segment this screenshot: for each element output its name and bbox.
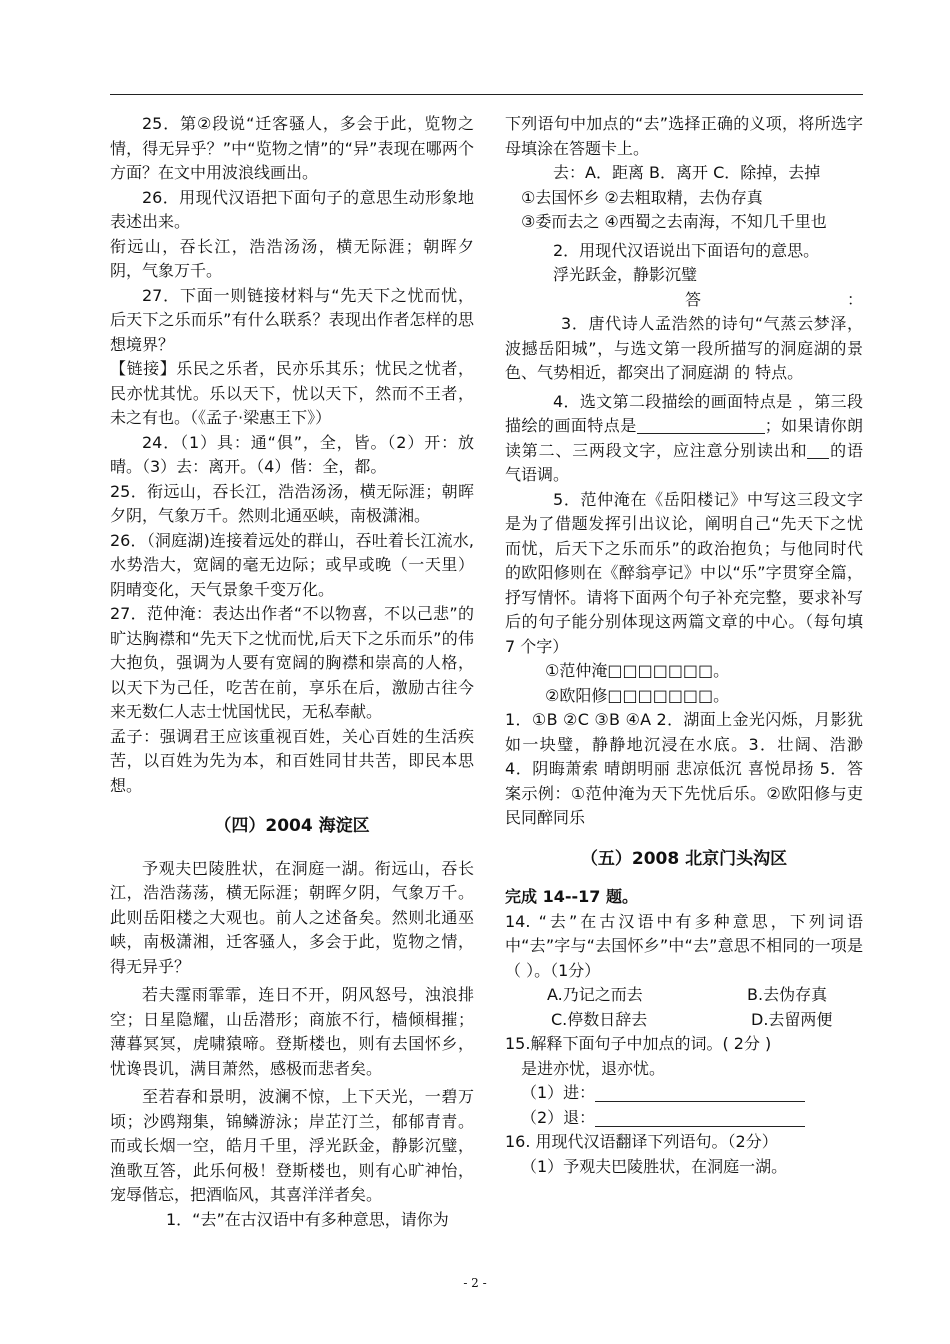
question-15-sentence: 是进亦忧，退亦忧。 (521, 1058, 666, 1078)
answer-label: 答 (685, 289, 702, 309)
question-15: 15.解释下面句子中加点的词。( 2分 ) (505, 1034, 772, 1053)
question-1-continued: 下列语句中加点的“去”选择正确的义项，将所选字母填涂在答题卡上。 (505, 114, 863, 158)
question-16: 16. 用现代汉语翻译下列语句。（2分） (505, 1132, 778, 1151)
question-26-sentence: 衔远山，吞长江，浩浩汤汤，横无际涯；朝晖夕阴，气象万千。 (110, 236, 474, 280)
question-1-definitions: 去：A．距离 B．离开 C．除掉，去掉 (553, 163, 821, 182)
question-2-answer-line (505, 288, 863, 313)
question-3: 3．唐代诗人孟浩然的诗句“气蒸云梦泽，波撼岳阳城”，与选文第一段所描写的洞庭湖的景色、气势相近，都突出了洞庭湖 的 特点。 (505, 314, 863, 382)
answer-25: 25．衔远山，吞长江，浩浩汤汤，横无际涯；朝晖夕阴，气象万千。然则北通巫峡，南极潇湘。 (110, 481, 474, 525)
question-27: 27．下面一则链接材料与“先天下之忧而忧，后天下之乐而乐”有什么联系？表现出作者怎样的思想境界？ (110, 285, 474, 354)
right-column (505, 112, 863, 1179)
question-15-item-1: （1）进： (505, 1081, 863, 1106)
answer-blank[interactable] (807, 444, 829, 459)
question-4 (505, 390, 863, 488)
question-14: 14. “去”在古汉语中有多种意思，下列词语中“去”字与“去国怀乡”中“去”意思不相同的一项是（ ）。（1分） (505, 911, 863, 980)
left-column (110, 112, 474, 1232)
answer-colon: ： (846, 289, 863, 309)
passage-paragraph-3: 至若春和景明，波澜不惊，上下天光，一碧万顷；沙鸥翔集，锦鳞游泳；岸芷汀兰，郁郁青青。而或长烟一空，皓月千里，浮光跃金，静影沉璧，渔歌互答，此乐何极！登斯楼也，则有心旷神怡，宠辱偕忘，把酒临风，其喜洋洋者矣。 (110, 1087, 474, 1204)
question-16-item-1: （1）予观夫巴陵胜状，在洞庭一湖。 (521, 1156, 788, 1176)
link-material: 【链接】乐民之乐者，民亦乐其乐；忧民之忧者，民亦忧其忧。乐以天下，忧以天下，然而不王者，未之有也。（《孟子·梁惠王下》） (110, 359, 474, 427)
question-5-fill-2: ②欧阳修□□□□□□□。 (545, 685, 730, 705)
answer-27: 27．范仲淹：表达出作者“不以物喜，不以己悲”的旷达胸襟和“先天下之忧而忧,后天下之乐而乐”的伟大抱负，强调为人要有宽阔的胸襟和崇高的人格，以天下为己任，吃苦在前，享乐在后，激励古往今来无数仁人志士忧国忧民，无私奉献。 (110, 604, 474, 721)
page-number: - 2 - (463, 1276, 487, 1290)
header-rule (110, 94, 863, 95)
question-1-start: 1．“去”在古汉语中有多种意思，请你为 (166, 1209, 449, 1229)
question-25: 25．第②段说“迁客骚人，多会于此，览物之情，得无异乎？”中“览物之情”的“异”表现在哪两个方面？在文中用波浪线画出。 (110, 114, 474, 182)
answer-26: 26．（洞庭湖)连接着远处的群山，吞吐着长江流水,水势浩大，宽阔的毫无边际；或早或晚（一天里）阴晴变化，天气景象千变万化。 (110, 530, 474, 599)
question-14-options-row-1 (505, 983, 863, 1008)
question-14-options-row-2 (505, 1008, 863, 1033)
answer-24: 24．（1）具：通“俱”，全，皆。（2）开：放晴。（3）去：离开。（4）偕：全，都。 (110, 432, 474, 476)
question-4-part-b: ；如果请你朗读第二、三两段文字，应注意分别读出和 (505, 416, 863, 460)
passage-paragraph-2: 若夫霪雨霏霏，连日不开，阴风怒号，浊浪排空；日星隐耀，山岳潜形；商旅不行，樯倾楫摧；薄暮冥冥，虎啸猿啼。登斯楼也，则有去国怀乡，忧谗畏讥，满目萧然，感极而悲者矣。 (110, 985, 474, 1078)
question-4-part-a: 4．选文第二段描绘的画面特点是 ，第三段描绘的画面特点是 (505, 391, 863, 435)
option-a: A.乃记之而去 (547, 985, 643, 1004)
answer-line[interactable] (595, 1110, 805, 1127)
section-heading-4: （四）2004 海淀区 (214, 816, 370, 836)
question-15-item-2: （2）退： (505, 1106, 863, 1131)
answer-blank[interactable] (637, 419, 765, 434)
question-4-part-c: 的语气语调。 (505, 440, 863, 484)
section-heading-5: （五）2008 北京门头沟区 (580, 848, 788, 869)
option-d: D.去留两便 (751, 1009, 833, 1029)
option-c: C.停数日辞去 (551, 1009, 648, 1029)
question-2-sentence: 浮光跃金，静影沉璧 (553, 265, 698, 284)
passage-paragraph-1: 予观夫巴陵胜状，在洞庭一湖。衔远山，吞长江，浩浩荡荡，横无际涯；朝晖夕阴，气象万千。此则岳阳楼之大观也。前人之述备矣。然则北通巫峡，南极潇湘，迁客骚人，多会于此，览物之情，得无异乎？ (110, 858, 474, 976)
instruction: 完成 14--17 题。 (505, 887, 638, 906)
option-b: B.去伪存真 (747, 985, 828, 1004)
question-5-fill-1: ①范仲淹□□□□□□□。 (545, 661, 730, 680)
question-1-items-a: ①去国怀乡 ②去粗取精，去伪存真 (521, 187, 763, 207)
question-5: 5．范仲淹在《岳阳楼记》中写这三段文字是为了借题发挥引出议论，阐明自己“先天下之忧而忧，后天下之乐而乐”的政治抱负；与他同时代的欧阳修则在《醉翁亭记》中以“乐”字贯穿全篇，抒写情怀。请将下面两个句子补充完整，要求补写后的句子能分别体现这两篇文章的中心。（每句填 7 个字） (505, 489, 863, 656)
answer-27-mencius: 孟子：强调君王应该重视百姓，关心百姓的生活疾苦，以百姓为先为本，和百姓同甘共苦，即民本思想。 (110, 726, 474, 795)
question-2: 2．用现代汉语说出下面语句的意思。 (553, 240, 820, 260)
question-26: 26．用现代汉语把下面句子的意思生动形象地表述出来。 (110, 187, 474, 231)
answers-section-4: 1．①B ②C ③B ④A 2．湖面上金光闪烁，月影犹如一块璧，静静地沉浸在水底。3．壮阔、浩渺 4．阴晦萧索 晴朗明丽 悲凉低沉 喜悦昂扬 5．答案示例：①范仲淹为天下先忧后乐。②欧阳修与吏民同醉同乐 (505, 710, 863, 827)
question-1-items-b: ③委而去之 ④西蜀之去南海，不知几千里也 (521, 212, 827, 231)
answer-line[interactable] (595, 1085, 805, 1102)
